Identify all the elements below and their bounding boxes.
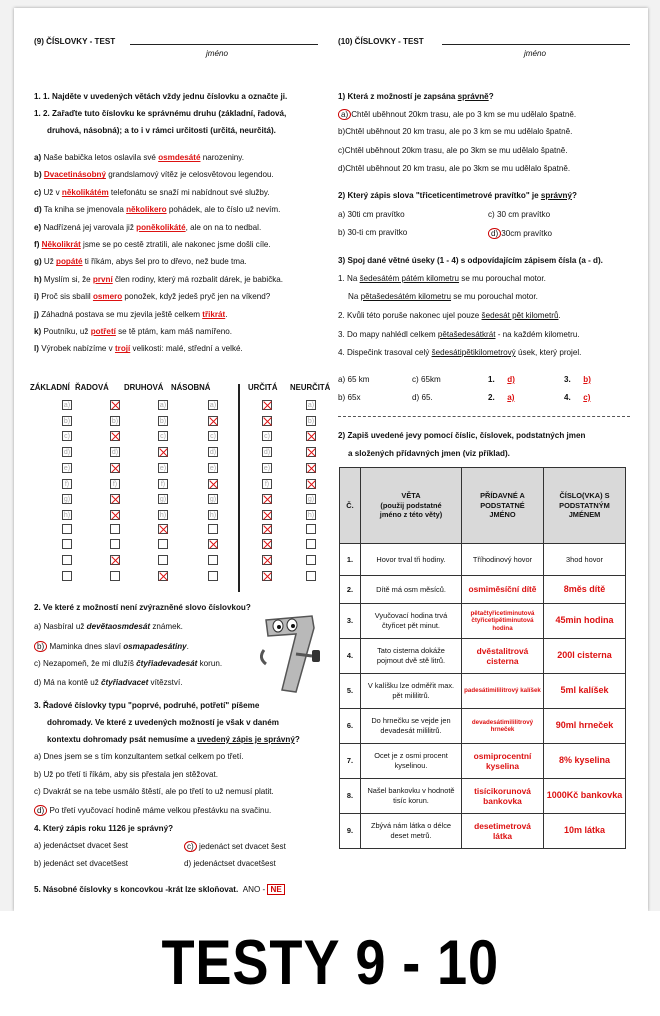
sentence-5: e) Nadřízená jej varovala již poněkolikáté, ale on na to nedbal. (34, 222, 262, 232)
grid-checkbox[interactable]: f) (262, 479, 272, 489)
r-q2-option-b[interactable]: b) 30-ti cm pravítko (338, 228, 408, 237)
grid-checkbox[interactable] (110, 431, 120, 441)
highlighted-numeral: Několikrát (41, 240, 81, 249)
r-q1-option-3[interactable]: c)Chtěl uběhnout 20km trasu, ale po 3km se mu udělalo špatně. (338, 145, 568, 155)
instruction-1: 1. 1. Najděte v uvedených větách vždy jednu číslovku a označte ji. (34, 92, 288, 101)
grid-checkbox[interactable] (262, 510, 272, 520)
grid-checkbox[interactable]: e) (63, 464, 71, 472)
r-q3-item-1: 1. Na šedesátém pátém kilometru se mu porouchal motor. (338, 274, 546, 283)
grid-checkbox[interactable] (62, 524, 72, 534)
grid-checkbox[interactable]: b) (307, 417, 315, 425)
row-adjective-answer[interactable]: osmiprocentní kyselina (462, 744, 544, 779)
grid-checkbox[interactable]: b) (63, 417, 71, 425)
grid-checkbox[interactable]: g) (209, 496, 217, 504)
r-q3-item-3: 3. Do mapy nahlédl celkem pětašedesátkrát - na každém kilometru. (338, 330, 580, 339)
grid-checkbox[interactable] (208, 555, 218, 565)
sentence-3: c) Už v několikátém telefonátu se snaží mi nabídnout své služby. (34, 187, 270, 197)
test-9-heading: (9) ČÍSLOVKY - TEST (34, 37, 116, 46)
row-sentence: Do hrnečku se vejde jen devadesát mililitrů. (361, 709, 462, 744)
highlighted-numeral: poněkolikáté (136, 222, 186, 232)
row-numeral-answer[interactable]: 90ml hrneček (544, 709, 626, 744)
sentence-10: j) Záhadná postava se mu zjevila ještě celkem třikrát. (34, 309, 228, 319)
name-label: jméno (206, 49, 229, 58)
grid-header: NEURČITÁ (290, 383, 331, 392)
grid-checkbox[interactable] (208, 524, 218, 534)
table-row (340, 639, 626, 674)
r-answer-1[interactable]: 1. d) (488, 375, 515, 384)
grid-checkbox[interactable] (110, 555, 120, 565)
row-sentence: V kalíšku lze odměřit max. pět mililitrů. (361, 674, 462, 709)
col-header-adjective: PŘÍDAVNÉ A PODSTATNÉ JMÉNO (462, 468, 544, 544)
row-numeral-answer[interactable]: 3hod hovor (544, 544, 626, 576)
grid-checkbox[interactable] (158, 571, 168, 581)
grid-header: ŘADOVÁ (75, 383, 109, 392)
grid-checkbox[interactable]: h) (63, 511, 71, 519)
row-adjective-answer[interactable]: tisícikorunová bankovka (462, 779, 544, 814)
row-adjective-answer[interactable]: pětačtyřicetiminutová čtyřicetipětiminutová hodina (462, 604, 544, 639)
sentence-6: f) Několikrát jsme se po cestě ztratili, ale nakonec jsme došli cíle. (34, 240, 271, 249)
q2-option-4[interactable]: d) Má na kontě už čtyřiadvacet vítězství. (34, 677, 183, 687)
grid-checkbox[interactable] (262, 539, 272, 549)
instruction-2b: druhová, násobná); a to i v rámci určitosti (určitá, neurčitá). (47, 126, 276, 135)
grid-checkbox[interactable] (110, 494, 120, 504)
highlighted-numeral: potřetí (90, 327, 116, 336)
highlighted-numeral: třikrát (202, 309, 226, 319)
section-divider (338, 416, 630, 417)
grid-checkbox[interactable]: c) (158, 431, 168, 441)
table-row (340, 814, 626, 849)
test-10-heading: (10) ČÍSLOVKY - TEST (338, 37, 424, 46)
sentence-4: d) Ta kniha se jmenovala několikero pohádek, ale to číslo už nevím. (34, 205, 281, 215)
grid-checkbox[interactable]: f) (110, 479, 120, 489)
row-sentence: Vyučovací hodina trvá čtyřicet pět minut. (361, 604, 462, 639)
row-number: 3. (340, 604, 361, 639)
q2-option-3[interactable]: c) Nezapomeň, že mi dlužíš čtyřiadevadesát korun. (34, 659, 223, 668)
row-sentence: Zbývá nám látka o délce deset metrů. (361, 814, 462, 849)
highlighted-numeral: osmdesáté (158, 153, 201, 162)
highlighted-numeral: osmero (92, 292, 123, 302)
grid-checkbox[interactable]: a) (159, 402, 167, 409)
row-numeral-answer[interactable]: 200l cisterna (544, 639, 626, 674)
grid-checkbox[interactable] (110, 400, 120, 410)
r-z-line1: 2) Zapiš uvedené jevy pomocí číslic, číslovek, podstatných jmen (338, 431, 586, 440)
row-numeral-answer[interactable]: 8měs dítě (544, 576, 626, 604)
r-answer-4[interactable]: 4. c) (564, 393, 591, 402)
grid-header: URČITÁ (248, 383, 278, 392)
r-q1-option-2[interactable]: b)Chtěl uběhnout 20 km trasu, ale po 3 km se mu udělalo špatně. (338, 127, 573, 137)
grid-checkbox[interactable]: b) (111, 417, 119, 425)
grid-checkbox[interactable] (208, 571, 218, 581)
grid-checkbox[interactable]: h) (307, 511, 315, 519)
grid-checkbox[interactable] (110, 524, 120, 534)
grid-checkbox[interactable]: g) (307, 496, 315, 504)
highlighted-numeral: Dvacetinásobný (43, 170, 106, 180)
row-number: 6. (340, 709, 361, 744)
r-opt-b: b) 65x (338, 393, 361, 402)
numerals-table (339, 467, 626, 849)
q4-option-d[interactable]: d) jedenáctset dvacetšest (184, 859, 276, 868)
row-numeral-answer[interactable]: 1000Kč bankovka (544, 779, 626, 814)
grid-checkbox[interactable] (306, 479, 316, 489)
grid-checkbox[interactable]: b) (159, 417, 167, 425)
q5-no-answer: NE (267, 884, 284, 895)
row-sentence: Hovor trval tři hodiny. (361, 544, 462, 576)
grid-checkbox[interactable] (208, 539, 218, 549)
row-number: 1. (340, 544, 361, 576)
r-answer-3[interactable]: 3. b) (564, 375, 591, 384)
highlighted-numeral: popáté (56, 257, 83, 267)
sentence-2: b) Dvacetinásobný grandslamový vítěz je celosvětovou legendou. (34, 170, 274, 180)
q3-option-1[interactable]: a) Dnes jsem se s tím konzultantem setkal celkem po třetí. (34, 752, 244, 761)
grid-header: DRUHOVÁ (124, 383, 164, 392)
row-adjective-answer[interactable]: desetimetrová látka (462, 814, 544, 849)
sentence-1: a) Naše babička letos oslavila své osmdesáté narozeniny. (34, 153, 244, 162)
r-q1-option-4[interactable]: d)Chtěl uběhnout 20 km trasu, ale po 3km se mu udělalo špatně. (338, 163, 571, 173)
row-sentence: Ocet je z osmi procent kyselinou. (361, 744, 462, 779)
grid-checkbox[interactable] (208, 479, 218, 489)
name-label: jméno (524, 49, 547, 58)
grid-checkbox[interactable]: e) (263, 464, 271, 472)
banner-title: TESTY 9 - 10 (0, 911, 660, 1016)
grid-checkbox[interactable]: d) (263, 449, 271, 457)
grid-checkbox[interactable] (306, 463, 316, 473)
grid-checkbox[interactable]: c) (62, 431, 72, 441)
grid-checkbox[interactable]: d) (111, 449, 119, 457)
name-line (442, 44, 630, 45)
grid-checkbox[interactable] (208, 416, 218, 426)
grid-checkbox[interactable] (158, 539, 168, 549)
highlighted-numeral: několikátém (61, 187, 109, 197)
grid-checkbox[interactable]: g) (63, 496, 71, 504)
table-row (340, 604, 626, 639)
q2-title: 2. Ve které z možností není zvýrazněné slovo číslovkou? (34, 603, 251, 612)
row-numeral-answer[interactable]: 45min hodina (544, 604, 626, 639)
grid-checkbox[interactable] (306, 431, 316, 441)
grid-checkbox[interactable] (62, 555, 72, 565)
grid-checkbox[interactable]: c) (262, 431, 272, 441)
row-sentence: Našel bankovku v hodnotě tisíc korun. (361, 779, 462, 814)
table-row (340, 709, 626, 744)
table-row (340, 544, 626, 576)
grid-checkbox[interactable] (306, 447, 316, 457)
row-adjective-answer[interactable]: dvěstalitrová cisterna (462, 639, 544, 674)
r-q1-title: 1) Která z možností je zapsána správně? (338, 92, 494, 101)
sentence-11: k) Poutníku, už potřetí se tě ptám, kam máš namířeno. (34, 327, 232, 336)
row-sentence: Tato cisterna dokáže pojmout dvě stě litrů. (361, 639, 462, 674)
grid-checkbox[interactable]: h) (159, 511, 167, 519)
grid-checkbox[interactable] (262, 494, 272, 504)
grid-checkbox[interactable] (306, 571, 316, 581)
q3-line3: kontextu dohromady psát nemusíme a uvedený zápis je správný? (47, 735, 300, 744)
sentence-8: h) Myslím si, že první člen rodiny, který má rozbalit dárek, je babička. (34, 274, 284, 284)
row-number: 9. (340, 814, 361, 849)
grid-checkbox[interactable] (110, 539, 120, 549)
q4-option-a[interactable]: a) jedenáctset dvacet šest (34, 841, 129, 850)
r-opt-a: a) 65 km (338, 375, 370, 384)
r-opt-c: c) 65km (412, 375, 441, 384)
number-seven-mascot-icon (256, 606, 320, 698)
grid-checkbox[interactable] (306, 555, 316, 565)
row-adjective-answer[interactable]: padesátimililitrový kalíšek (462, 674, 544, 709)
row-number: 4. (340, 639, 361, 674)
grid-checkbox[interactable] (306, 539, 316, 549)
r-q2-option-d[interactable]: d) 30cm pravítko (488, 228, 552, 239)
highlighted-numeral: trojí (114, 344, 131, 354)
r-q2-option-a[interactable]: a) 30ti cm pravítko (338, 210, 405, 219)
grid-checkbox[interactable] (158, 555, 168, 565)
grid-checkbox[interactable] (158, 447, 168, 457)
grid-checkbox[interactable] (306, 524, 316, 534)
instruction-2a: 1. 2. Zařaďte tuto číslovku ke správnému druhu (základní, řadová, (34, 109, 287, 118)
row-adjective-answer[interactable]: devadesátimililitrový hrneček (462, 709, 544, 744)
grid-checkbox[interactable] (262, 400, 272, 410)
grid-checkbox[interactable]: a) (307, 402, 315, 409)
r-q1-option-1[interactable]: a) Chtěl uběhnout 20km trasu, ale po 3 km se mu udělalo špatně. (338, 109, 576, 120)
q3-option-3[interactable]: c) Dvakrát se na tebe usmálo štěstí, ale po třetí to už nemusí platit. (34, 787, 274, 796)
grid-checkbox[interactable]: d) (209, 449, 217, 457)
grid-checkbox[interactable]: a) (209, 402, 217, 409)
grid-checkbox[interactable] (262, 416, 272, 426)
grid-checkbox[interactable] (110, 571, 120, 581)
col-header-numeral: ČÍSLO(VKA) S PODSTATNÝM JMÉNEM (544, 468, 626, 544)
grid-checkbox[interactable] (62, 539, 72, 549)
q2-option-1[interactable]: a) Nasbíral už devětaosmdesát známek. (34, 622, 183, 631)
grid-checkbox[interactable]: e) (159, 464, 167, 472)
r-answer-2[interactable]: 2. a) (488, 393, 515, 402)
table-row (340, 576, 626, 604)
col-header-sentence: VĚTA (použij podstatné jméno z této věty) (361, 468, 462, 544)
r-q2-option-c[interactable]: c) 30 cm pravítko (488, 210, 551, 219)
grid-checkbox[interactable] (62, 571, 72, 581)
row-adjective-answer[interactable]: osmiměsíční dítě (462, 576, 544, 604)
q5-statement: 5. Násobné číslovky s koncovkou -krát lze skloňovat. ANO - NE (34, 884, 285, 895)
grid-checkbox[interactable]: a) (63, 402, 71, 409)
highlighted-numeral: několikero (126, 205, 167, 215)
grid-checkbox[interactable] (158, 524, 168, 534)
sentence-12: l) Výrobek nabízíme v trojí velikosti: malé, střední a velké. (34, 344, 243, 354)
q3-line1: 3. Řadové číslovky typu "poprvé, podruhé, potřetí" píšeme (34, 701, 260, 710)
q4-option-c[interactable]: c) jedenáct set dvacet šest (184, 841, 286, 852)
name-line (130, 44, 318, 45)
grid-separator (238, 384, 240, 592)
grid-checkbox[interactable] (110, 463, 120, 473)
grid-checkbox[interactable]: f) (62, 479, 72, 489)
r-q2-title: 2) Který zápis slova "třiceticentimetrové pravítko" je správný? (338, 191, 577, 200)
grid-header: ZÁKLADNÍ (30, 383, 70, 392)
grid-checkbox[interactable]: e) (209, 464, 217, 472)
grid-checkbox[interactable]: h) (209, 511, 217, 519)
grid-checkbox[interactable]: d) (63, 449, 71, 457)
q3-option-4[interactable]: d) Po třetí vyučovací hodině máme velkou přestávku na svačinu. (34, 805, 271, 816)
grid-checkbox[interactable] (110, 510, 120, 520)
table-row (340, 744, 626, 779)
grid-checkbox[interactable] (262, 571, 272, 581)
grid-checkbox[interactable] (262, 524, 272, 534)
grid-header: NÁSOBNÁ (171, 383, 211, 392)
row-numeral-answer[interactable]: 5ml kalíšek (544, 674, 626, 709)
sentence-7: g) Už popáté ti říkám, abys šel pro to dřevo, než bude tma. (34, 257, 247, 267)
table-row (340, 779, 626, 814)
col-header-number: Č. (340, 468, 361, 544)
r-opt-d: d) 65. (412, 393, 433, 402)
row-numeral-answer[interactable]: 8% kyselina (544, 744, 626, 779)
row-number: 7. (340, 744, 361, 779)
row-adjective-answer[interactable]: Tříhodinový hovor (462, 544, 544, 576)
grid-checkbox[interactable] (262, 555, 272, 565)
r-q3-title: 3) Spoj dané větné úseky (1 - 4) s odpovídajícím zápisem čísla (a - d). (338, 256, 603, 265)
highlighted-numeral: první (92, 274, 113, 284)
row-number: 2. (340, 576, 361, 604)
r-q3-item-2: 2. Kvůli této poruše nakonec ujel pouze šedesát pět kilometrů. (338, 311, 561, 320)
q4-title: 4. Který zápis roku 1126 je správný? (34, 824, 174, 833)
q4-option-b[interactable]: b) jedenáct set dvacetšest (34, 859, 129, 868)
r-z-line2: a složených přídavných jmen (viz příklad). (348, 449, 510, 458)
row-numeral-answer[interactable]: 10m látka (544, 814, 626, 849)
grid-checkbox[interactable]: g) (159, 496, 167, 504)
q2-option-2[interactable]: b) Maminka dnes slaví osmapadesátiny. (34, 641, 189, 652)
r-q3-item-1b: Na pětašedesátém kilometru se mu porouchal motor. (348, 292, 538, 301)
r-q3-item-4: 4. Dispečink trasoval celý šedesátipětikilometrový úsek, který projel. (338, 348, 582, 357)
row-number: 5. (340, 674, 361, 709)
table-row (340, 674, 626, 709)
grid-checkbox[interactable]: c) (208, 431, 218, 441)
row-number: 8. (340, 779, 361, 814)
q5-yes: ANO (242, 885, 261, 894)
grid-checkbox[interactable]: f) (158, 479, 168, 489)
sentence-9: i) Proč sis sbalil osmero ponožek, když jedeš pryč jen na víkend? (34, 292, 271, 302)
q3-option-2[interactable]: b) Už po třetí ti říkám, aby sis přestala jen stěžovat. (34, 769, 218, 779)
worksheet-page (14, 8, 648, 911)
row-sentence: Dítě má osm měsíců. (361, 576, 462, 604)
q3-line2: dohromady. Ve které z uvedených možností je však v daném (47, 718, 279, 727)
